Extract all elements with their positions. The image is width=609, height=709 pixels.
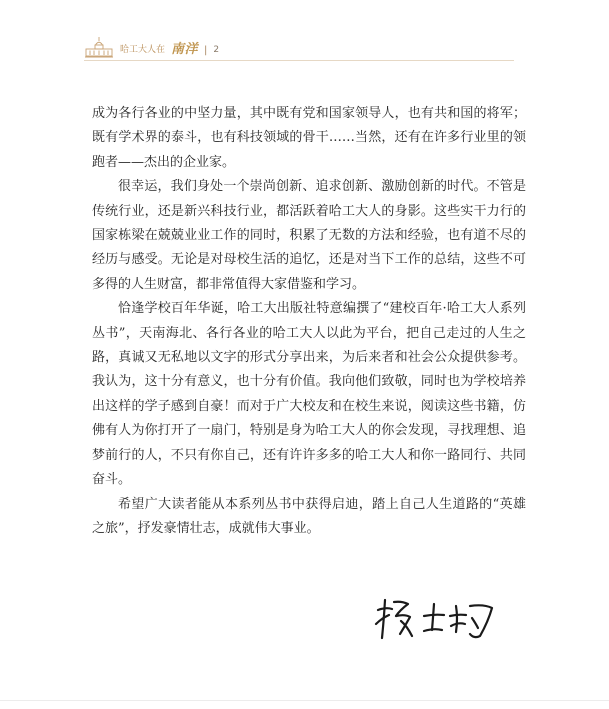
header-brand-mark: 南洋 — [171, 42, 199, 57]
body-paragraph-2: 很幸运，我们身处一个崇尚创新、追求创新、激励创新的时代。不管是传统行业，还是新兴科技行业，都活跃着哈工大人的身影。这些实干力行的国家栋梁在兢兢业业工作的同时，积累了无数的方法和经验，也有道不尽的经历与感受。无论是对母校生活的追忆，还是对当下工作的总结，这些不可多得的人生财富，都非常值得大家借鉴和学习。 — [92, 179, 526, 292]
page-body — [92, 102, 526, 541]
body-paragraph-3: 恰逢学校百年华诞，哈工大出版社特意编撰了“建校百年·哈工大人系列丛书”，天南海北、各行各业的哈工大人以此为平台，把自己走过的人生之路，真诚又无私地以文字的形式分享出来，为后来者和社会公众提供参考。我认为，这十分有意义，也十分有价值。我向他们致敬，同时也为学校培养出这样的学子感到自豪！而对于广大校友和在校生来说，阅读这些书籍，仿佛有人为你打开了一扇门，特别是身为哈工大人的你会发现，寻找理想、追梦前行的人，不只有你自己，还有许许多多的哈工大人和你一路同行、共同奋斗。 — [92, 301, 526, 488]
header-divider — [84, 60, 514, 61]
running-header — [84, 36, 219, 58]
body-paragraph-4: 希望广大读者能从本系列丛书中获得启迪，踏上自己人生道路的“英雄之旅”，抒发豪情壮志，成就伟大事业。 — [92, 496, 526, 536]
header-title: 哈工大人在 — [120, 45, 166, 55]
body-paragraph-1: 成为各行各业的中坚力量，其中既有党和国家领导人，也有共和国的将军；既有学术界的泰斗，也有科技领域的骨干……当然，还有在许多行业里的领跑者——杰出的企业家。 — [92, 106, 526, 170]
page-number: 2 — [213, 45, 220, 55]
building-icon — [84, 36, 114, 58]
handwritten-signature — [372, 596, 502, 644]
footer-divider — [0, 700, 609, 701]
header-separator: | — [204, 45, 208, 56]
